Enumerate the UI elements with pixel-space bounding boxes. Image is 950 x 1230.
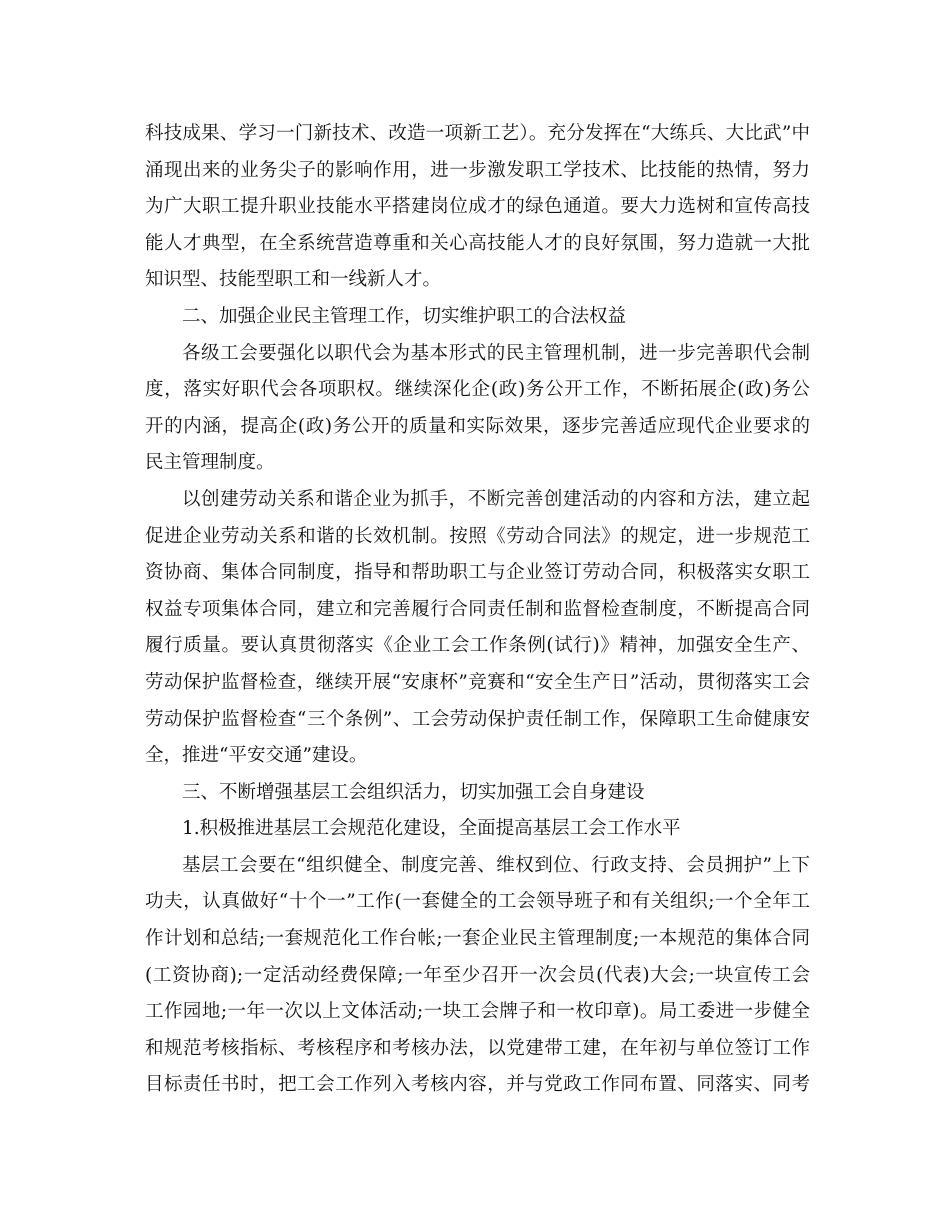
text-line: 1.积极推进基层工会规范化建设，全面提高基层工会工作水平: [182, 818, 681, 840]
text-line: 促进企业劳动关系和谐的长效机制。按照《劳动合同法》的规定，进一步规范工: [145, 525, 810, 547]
text-line: 三、不断增强基层工会组织活力，切实加强工会自身建设: [182, 781, 645, 803]
text-line: 权益专项集体合同，建立和完善履行合同责任制和监督检查制度，不断提高合同: [145, 598, 810, 620]
text-line: 科技成果、学习一门新技术、改造一项新工艺）。充分发挥在“大练兵、大比武”中: [145, 123, 810, 144]
text-line: 劳动保护监督检查“三个条例”、工会劳动保护责任制工作，保障职工生命健康安: [145, 708, 810, 730]
text-line: 能人才典型，在全系统营造尊重和关心高技能人才的良好氛围，努力造就一大批: [145, 232, 810, 254]
text-line: 资协商、集体合同制度，指导和帮助职工与企业签订劳动合同，积极落实女职工: [145, 562, 810, 584]
text-line: 涌现出来的业务尖子的影响作用，进一步激发职工学技术、比技能的热情，努力: [145, 159, 810, 181]
text-line: 工作园地;一年一次以上文体活动;一块工会牌子和一枚印章)。局工委进一步健全: [145, 1001, 810, 1023]
text-line: 履行质量。要认真贯彻落实《企业工会工作条例(试行)》精神，加强安全生产、: [145, 635, 810, 657]
text-line: 目标责任书时，把工会工作列入考核内容，并与党政工作同布置、同落实、同考: [145, 1074, 810, 1096]
text-line: 度，落实好职代会各项职权。继续深化企(政)务公开工作，不断拓展企(政)务公: [145, 379, 810, 401]
document-body: [145, 116, 810, 1104]
text-line: 为广大职工提升职业技能水平搭建岗位成才的绿色通道。要大力选树和宣传高技: [145, 196, 810, 218]
text-line: 劳动保护监督检查，继续开展“安康杯”竞赛和“安全生产日”活动，贯彻落实工会: [145, 671, 810, 693]
text-line: 知识型、技能型职工和一线新人才。: [145, 269, 442, 291]
text-line: 基层工会要在“组织健全、制度完善、维权到位、行政支持、会员拥护”上下: [182, 854, 810, 876]
text-line: 二、加强企业民主管理工作，切实维护职工的合法权益: [182, 305, 627, 327]
text-line: 开的内涵，提高企(政)务公开的质量和实际效果，逐步完善适应现代企业要求的: [145, 415, 810, 437]
text-line: (工资协商);一定活动经费保障;一年至少召开一次会员(代表)大会;一块宣传工会: [145, 964, 810, 986]
text-line: 民主管理制度。: [145, 452, 275, 474]
text-line: 全，推进“平安交通”建设。: [145, 745, 368, 767]
text-line: 功夫，认真做好“十个一”工作(一套健全的工会领导班子和有关组织;一个全年工: [145, 891, 810, 913]
text-line: 作计划和总结;一套规范化工作台帐;一套企业民主管理制度;一本规范的集体合同: [145, 928, 810, 950]
text-line: 各级工会要强化以职代会为基本形式的民主管理机制，进一步完善职代会制: [182, 342, 810, 364]
text-line: 以创建劳动关系和谐企业为抓手，不断完善创建活动的内容和方法，建立起: [182, 488, 810, 510]
text-line: 和规范考核指标、考核程序和考核办法，以党建带工建，在年初与单位签订工作: [145, 1037, 810, 1059]
